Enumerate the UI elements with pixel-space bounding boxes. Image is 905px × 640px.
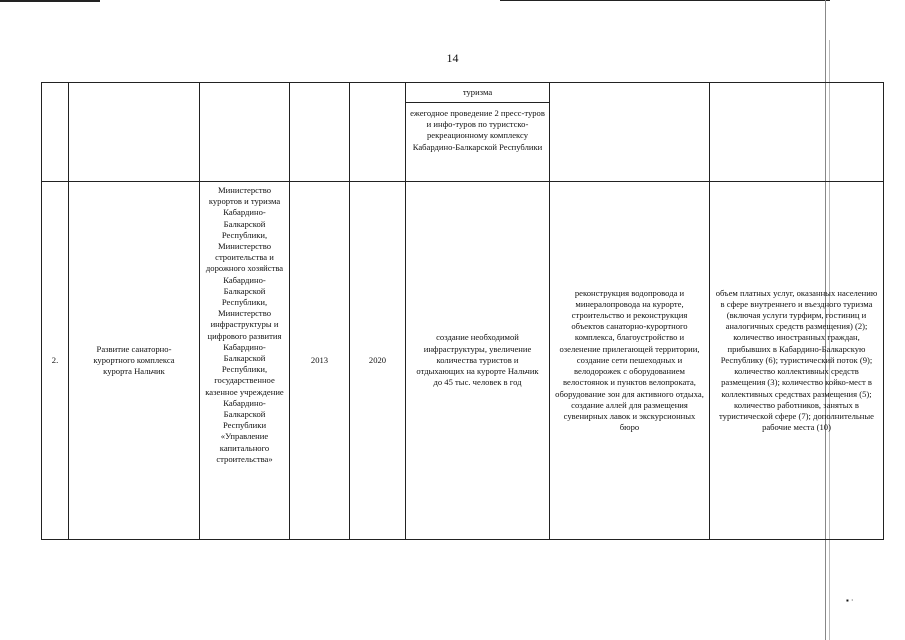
cell-name-cont [69,83,200,182]
cell-event-top: туризма [406,83,550,103]
table-row [42,182,884,540]
scan-edge-left [0,0,100,2]
scan-edge-right [500,0,830,1]
page-number: 14 [446,51,459,65]
cell-number: 2. [42,182,69,540]
cell-start-year: 2013 [290,182,350,540]
program-table [41,82,884,540]
cell-start-cont [290,83,350,182]
cell-number-cont [42,83,69,182]
cell-end-year: 2020 [350,182,406,540]
cell-end-cont [350,83,406,182]
cell-directions-cont [550,83,710,182]
cell-name: Развитие санаторно-курортного комплекса курорта Нальчик [69,182,200,540]
cell-indicators-cont [710,83,884,182]
cell-executors: Министерство курортов и туризма Кабардино-Балкарской Республики, Министерство строительства и дорожного хозяйства Кабардино-Балкарской Республики, Министерство инфраструктуры и цифрового развития Кабардино-Балкарской Республики, государственное казенное учреждение Кабардино-Балкарской Республики «Управление капитального строительства» [200,182,290,540]
cell-executors-cont [200,83,290,182]
cell-indicators: объем платных услуг, оказанных населению в сфере внутреннего и въездного туризма (включая услуги турфирм, гостиниц и аналогичных средств размещения) (2); количество иностранных граждан, прибывших в Кабардино-Балкарскую Республику (6); туристический поток (9); количество коллективных средств размещения (3); количество койко-мест в коллективных средствах размещения (5); количество работников, занятых в туристической сфере (7); дополнительные рабочие места (10) [710,182,884,540]
table-row-continuation [42,83,884,103]
cell-event-bottom: ежегодное проведение 2 пресс-туров и инфо-туров по туристско-рекреационному комплексу Кабардино-Балкарской Республики [406,103,550,182]
scan-mark: ▪ · [846,596,854,605]
cell-main-directions: реконструкция водопровода и минералопровода на курорте, строительство и реконструкция объектов санаторно-курортного комплекса, благоустройство и озеленение прилегающей территории, создание сети пешеходных и велодорожек с оборудованием велостоянок и пунктов велопроката, оборудование зон для активного отдыха, создание аллей для размещения сувенирных лавок и экскурсионных бюро [550,182,710,540]
cell-expected-result: создание необходимой инфраструктуры, увеличение количества туристов и отдыхающих на курорте Нальчик до 45 тыс. человек в год [406,182,550,540]
